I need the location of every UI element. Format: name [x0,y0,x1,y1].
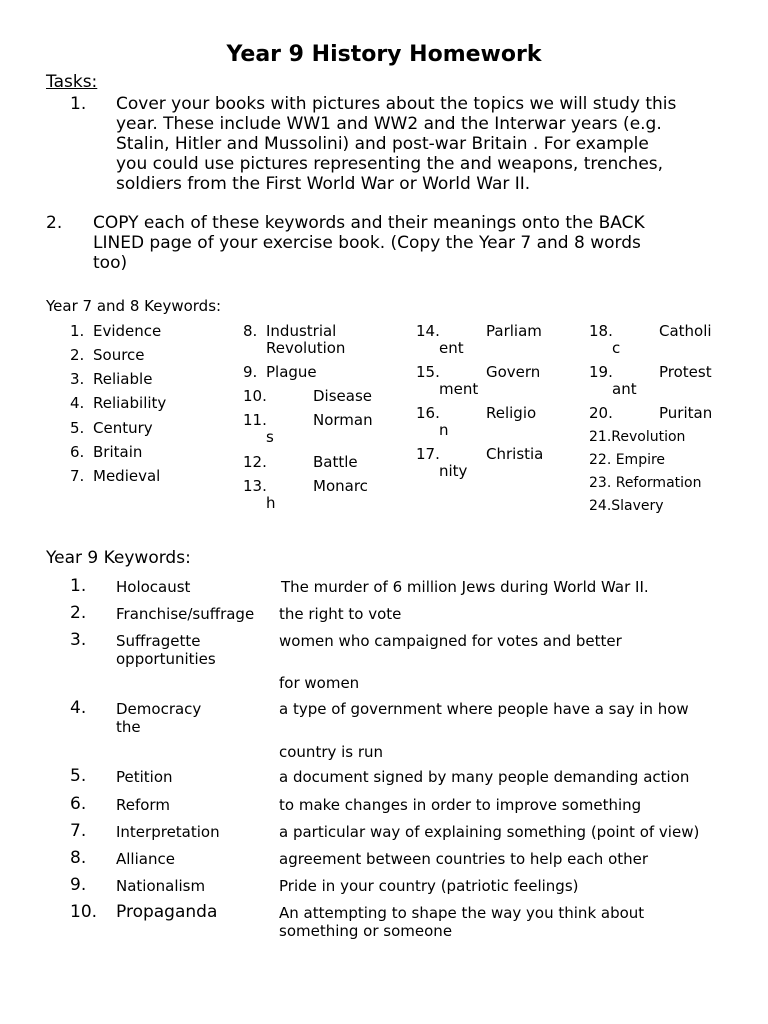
y9-word: Suffragette [116,632,201,650]
kw-item: 24.Slavery [589,498,664,514]
y9-num: 6. [70,794,87,814]
y9-num: 9. [70,875,87,895]
kw-word: Plague [266,363,317,381]
kw-word: Disease [313,387,372,405]
y9-def: Pride in your country (patriotic feelings) [279,877,579,895]
kw-word: Reliability [93,394,167,412]
y9-word: Propaganda [116,902,218,922]
kw-word: Protest [659,363,712,381]
y9-num: 3. [70,630,87,650]
task-number: 1. [70,94,87,114]
y9-word-cont: the [116,718,141,736]
kw-word-cont: n [439,421,449,439]
kw-word: Christia [486,445,544,463]
y9-num: 8. [70,848,87,868]
y9-def: a type of government where people have a say in how [279,700,689,718]
task-line: Stalin, Hitler and Mussolini) and post-war Britain . For example [116,134,649,154]
kw-num: 20. [589,404,613,422]
y9-def: the right to vote [279,605,402,623]
kw-word-cont: Revolution [266,339,346,357]
y9-num: 10. [70,902,98,922]
task-line: you could use pictures representing the and weapons, trenches, [116,154,664,174]
task-line: year. These include WW1 and WW2 and the Interwar years (e.g. [116,114,662,134]
y9-num: 5. [70,766,87,786]
kw-word: Govern [486,363,541,381]
y9-def-cont: country is run [279,743,384,761]
kw-num: 12. [243,453,267,471]
kw-word-cont: h [266,494,276,512]
kw-word: Catholi [659,322,712,340]
y9-word: Holocaust [116,578,191,596]
kw-num: 6. [70,443,85,461]
kw-word-cont: ent [439,339,464,357]
y9-def: to make changes in order to improve something [279,796,642,814]
kw-num: 19. [589,363,613,381]
kw-word: Battle [313,453,358,471]
kw-num: 7. [70,467,85,485]
kw-num: 1. [70,322,85,340]
y9-word: Reform [116,796,170,814]
kw-word-cont: ant [612,380,637,398]
kw-num: 14. [416,322,440,340]
kw-word: Britain [93,443,143,461]
kw-num: 4. [70,394,85,412]
kw-item: 22. Empire [589,452,666,468]
y9-word: Democracy [116,700,202,718]
kw-word-cont: c [612,339,621,357]
kw-word: Religio [486,404,537,422]
kw-word: Parliam [486,322,542,340]
kw-word: Norman [313,411,373,429]
task-line: Cover your books with pictures about the topics we will study this [116,94,677,114]
kw-num: 11. [243,411,267,429]
y9-word: Petition [116,768,173,786]
y9-num: 1. [70,576,87,596]
kw-word: Industrial [266,322,337,340]
y9-word: Nationalism [116,877,206,895]
kw-item: 23. Reformation [589,475,702,491]
kw-word: Puritan [659,404,713,422]
y9-def-cont: for women [279,674,360,692]
y9-num: 4. [70,698,87,718]
task-number: 2. [46,213,63,233]
y9-num: 2. [70,603,87,623]
kw-word: Medieval [93,467,161,485]
kw-num: 16. [416,404,440,422]
kw-item: 21.Revolution [589,429,686,445]
y9-word: Interpretation [116,823,220,841]
kw-word-cont: ment [439,380,479,398]
kw-word: Source [93,346,145,364]
kw-num: 8. [243,322,258,340]
kw-word: Century [93,419,153,437]
y9-def-cont: something or someone [279,922,453,940]
task-line: LINED page of your exercise book. (Copy the Year 7 and 8 words [93,233,641,253]
kw-num: 5. [70,419,85,437]
kw-num: 18. [589,322,613,340]
kw-num: 10. [243,387,267,405]
kw-num: 17. [416,445,440,463]
kw-word: Monarc [313,477,368,495]
y9-def: The murder of 6 million Jews during World War II. [281,578,649,596]
y9-def: women who campaigned for votes and better [279,632,622,650]
y9-num: 7. [70,821,87,841]
kw-num: 13. [243,477,267,495]
y9-def: agreement between countries to help each other [279,850,649,868]
kw-num: 9. [243,363,258,381]
kw-word-cont: s [266,428,274,446]
y9-word: Franchise/suffrage [116,605,255,623]
y9-def: An attempting to shape the way you think about [279,904,645,922]
y9-word-cont: opportunities [116,650,216,668]
task-line: soldiers from the First World War or World War II. [116,174,531,194]
y9-word: Alliance [116,850,175,868]
y9-def: a particular way of explaining something (point of view) [279,823,700,841]
kw-num: 2. [70,346,85,364]
task-line: too) [93,253,128,273]
y9-heading: Year 9 Keywords: [46,548,191,568]
y78-heading: Year 7 and 8 Keywords: [46,297,222,315]
kw-word: Evidence [93,322,162,340]
task-line: COPY each of these keywords and their meanings onto the BACK [93,213,645,233]
kw-word-cont: nity [439,462,468,480]
y9-def: a document signed by many people demanding action [279,768,690,786]
kw-num: 15. [416,363,440,381]
kw-word: Reliable [93,370,153,388]
tasks-label: Tasks: [46,72,98,92]
kw-num: 3. [70,370,85,388]
page-title: Year 9 History Homework [226,42,542,67]
